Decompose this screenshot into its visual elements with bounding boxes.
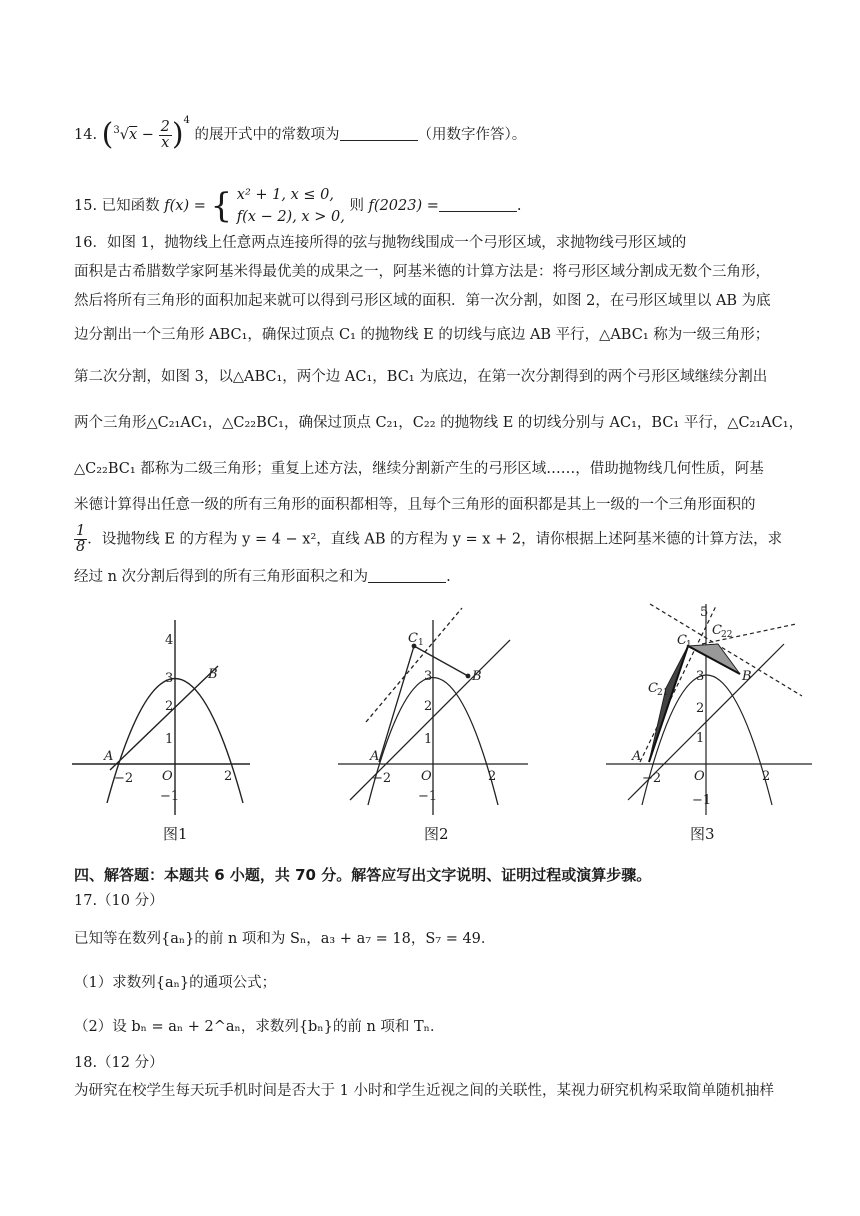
fig3-tick-1: 1: [696, 731, 705, 746]
q14-close-paren: ): [171, 117, 184, 152]
fig3-tick-m1: −1: [692, 793, 712, 808]
q16-line9: [74, 524, 790, 555]
q15-number: 15.: [74, 198, 98, 214]
fig3-label-c1-sub: 1: [686, 640, 692, 650]
fig1-label-a: A: [104, 749, 114, 764]
q14-root-index: 3: [113, 125, 120, 136]
fig2-side-bc1: [414, 646, 468, 676]
q15-case1: x² + 1, x ≤ 0,: [236, 187, 334, 203]
q14-frac-num: 2: [160, 118, 170, 135]
q16-line4: 边分割出一个三角形 ABC₁，确保过顶点 C₁ 的抛物线 E 的切线与底边 AB 平行，△ABC₁ 称为一级三角形；: [74, 327, 770, 343]
root-sign-icon: √: [119, 127, 130, 143]
fig2-tick-2y: 2: [424, 699, 433, 714]
fig3-tick-2y: 2: [696, 701, 705, 716]
q15-brace: {: [210, 186, 233, 226]
q14-open-paren: (: [101, 117, 114, 152]
q14-x: x: [129, 127, 138, 143]
fig3-label-c22: C: [712, 623, 722, 638]
q15-text: 已知函数: [101, 198, 160, 214]
q16-line8: 米德计算得出任意一级的所有三角形的面积都相等，且每个三角形的面积都是其上一级的一个三角形面积的: [74, 497, 756, 513]
fig2-label-a: A: [370, 749, 380, 764]
q16-frac-num: 1: [76, 523, 86, 539]
fig1-label-b: B: [208, 667, 218, 682]
q16-answer-blank[interactable]: [368, 568, 446, 583]
fig1-tick-3: 3: [165, 671, 174, 686]
fig1-tick-2y: 2: [165, 699, 174, 714]
question-14: [74, 110, 790, 151]
q17-stem: 已知等在数列{aₙ}的前 n 项和为 Sₙ，a₃ + a₇ = 18，S₇ = 49．: [74, 931, 496, 947]
fig3-label-c21-sub: 21: [657, 688, 669, 698]
q14-minus: −: [137, 127, 159, 143]
q16-line7: △C₂₂BC₁ 都称为二级三角形；重复上述方法，继续分割新产生的弓形区域……，借助抛物线几何性质，阿基: [74, 461, 764, 477]
q16-line5: 第二次分割，如图 3，以△ABC₁，两个边 AC₁，BC₁ 为底边，在第一次分割得到的两个弓形区域继续分割出: [74, 369, 768, 385]
q17-part1: （1）求数列{aₙ}的通项公式；: [74, 975, 277, 991]
fig2-tick-1: 1: [424, 732, 433, 747]
q16-line3: 然后将所有三角形的面积加起来就可以得到弓形区域的面积．第一次分割，如图 2，在弓形区域里以 AB 为底: [74, 293, 771, 309]
q16-line10-text: 经过 n 次分割后得到的所有三角形面积之和为: [74, 569, 369, 585]
fig3-label-c1: C: [677, 633, 687, 648]
q14-text: 的展开式中的常数项为: [194, 127, 340, 143]
fig3-tick-2: 2: [762, 769, 771, 784]
q18-stem: 为研究在校学生每天玩手机时间是否大于 1 小时和学生近视之间的关联性，某视力研究机构采取简单随机抽样: [74, 1083, 774, 1099]
figure-2: [338, 600, 528, 815]
fig2-tick-2: 2: [488, 769, 497, 784]
section-4-title: 四、解答题：本题共 6 小题，共 70 分。解答应写出文字说明、证明过程或演算步骤。: [74, 866, 652, 884]
q15-case2: f(x − 2), x > 0,: [236, 209, 345, 225]
fig3-tick-3: 3: [696, 669, 705, 684]
q15-answer-blank[interactable]: [439, 197, 517, 212]
q14-number: 14.: [74, 127, 98, 143]
q17-part2: （2）设 bₙ = aₙ + 2^aₙ，求数列{bₙ}的前 n 项和 Tₙ．: [74, 1019, 445, 1035]
q16-line1: 16．如图 1，抛物线上任意两点连接所得的弦与抛物线围成一个弓形区域，求抛物线弓形区域的: [74, 235, 687, 251]
fig3-label-o: O: [694, 769, 705, 784]
fig1-tick-2: 2: [224, 769, 233, 784]
q14-fraction: [159, 120, 172, 151]
q14-frac-den: x: [161, 134, 170, 151]
fig1-tick-1: 1: [165, 732, 174, 747]
fig3-tick-m2: −2: [642, 771, 662, 786]
q16-fraction: [74, 524, 87, 555]
fig1-label-o: O: [162, 769, 173, 784]
q18-header: 18.（12 分）: [74, 1055, 164, 1071]
fig2-label-c1: C: [408, 631, 418, 646]
q15-end: .: [516, 198, 522, 214]
fig2-side-ac1: [379, 646, 414, 762]
q16-line6: 两个三角形△C₂₁AC₁，△C₂₂BC₁，确保过顶点 C₂₁，C₂₂ 的抛物线 E 的切线分别与 AC₁，BC₁ 平行，△C₂₁AC₁，: [74, 415, 804, 431]
fig1-tick-4: 4: [165, 633, 174, 648]
q15-ask: f(2023) =: [368, 198, 439, 214]
q15-fx: f(x) =: [164, 198, 206, 214]
fig3-label-c22-sub: 22: [721, 630, 733, 640]
fig3-label-a: A: [632, 749, 642, 764]
q15-cases: [237, 184, 345, 228]
q14-power: 4: [183, 115, 190, 126]
fig2-tick-m1: −1: [418, 789, 438, 804]
q16-line10-end: .: [446, 569, 451, 585]
figure-3-caption: 图3: [690, 825, 715, 843]
fig2-point-b: [466, 674, 471, 679]
q16-line9-text: ．设抛物线 E 的方程为 y = 4 − x²，直线 AB 的方程为 y = x + 2，请你根据上述阿基米德的计算方法，求: [87, 531, 783, 548]
figure-3: [606, 600, 812, 815]
q17-header: 17.（10 分）: [74, 893, 164, 909]
fig2-tick-m2: −2: [372, 771, 392, 786]
fig2-label-c1-sub: 1: [418, 638, 424, 648]
fig2-label-o: O: [421, 769, 432, 784]
figure-2-caption: 图2: [424, 825, 449, 843]
q15-then: 则: [349, 198, 364, 214]
figure-1-caption: 图1: [163, 825, 188, 843]
fig1-tick-m1: −1: [160, 789, 180, 804]
fig1-tick-m2: −2: [114, 771, 134, 786]
q14-tail: （用数字作答）。: [417, 127, 527, 143]
fig3-label-b: B: [742, 669, 752, 684]
question-15: [74, 184, 790, 228]
q16-frac-den: 8: [76, 539, 86, 555]
fig3-label-c21: C: [648, 681, 658, 696]
figure-1: [72, 600, 250, 815]
fig2-tick-3: 3: [424, 669, 433, 684]
q14-answer-blank[interactable]: [340, 126, 418, 141]
fig2-label-b: B: [472, 669, 482, 684]
fig3-tick-5: 5: [700, 605, 709, 620]
q16-line10: [74, 566, 790, 588]
q16-line2: 面积是古希腊数学家阿基米得最优美的成果之一，阿基米德的计算方法是：将弓形区域分割成无数个三角形，: [74, 264, 770, 280]
